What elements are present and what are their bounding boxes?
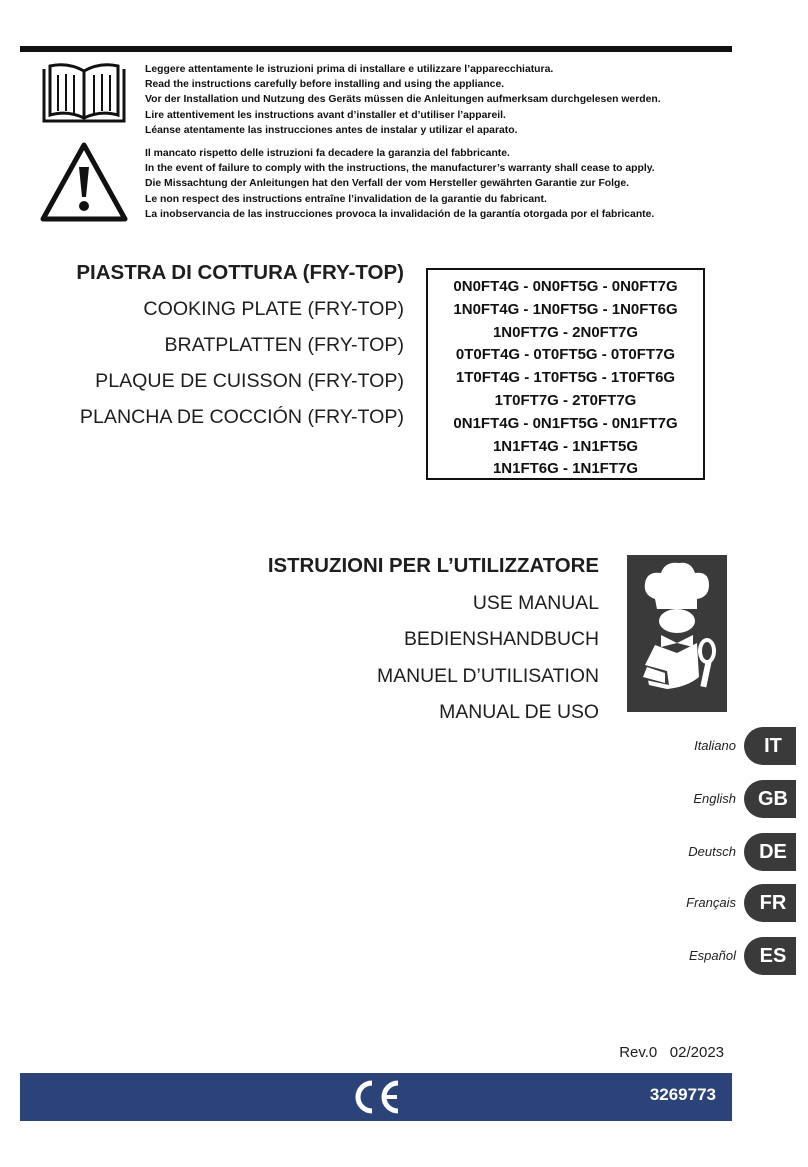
language-name: Deutsch bbox=[688, 844, 736, 859]
chef-icon bbox=[627, 555, 727, 712]
manual-title-de: BEDIENSHANDBUCH bbox=[403, 628, 599, 651]
language-name: English bbox=[693, 791, 736, 806]
chef-icon-box bbox=[627, 555, 727, 712]
language-code-tab[interactable]: ES bbox=[744, 937, 796, 975]
language-code-tab[interactable]: GB bbox=[744, 780, 796, 818]
language-tab-de[interactable] bbox=[576, 833, 796, 871]
product-title-de: BRATPLATTEN (FRY-TOP) bbox=[164, 334, 404, 356]
language-name: Français bbox=[686, 895, 736, 910]
top-rule bbox=[20, 46, 732, 52]
model-line: 1N0FT7G - 2N0FT7G bbox=[492, 323, 639, 341]
manual-title-fr: MANUEL D’UTILISATION bbox=[377, 664, 599, 687]
language-code-tab[interactable]: FR bbox=[744, 884, 796, 922]
model-line: 1N1FT4G - 1N1FT5G bbox=[492, 437, 639, 455]
model-line: 0N0FT4G - 0N0FT5G - 0N0FT7G bbox=[453, 278, 678, 295]
read-instructions-notice bbox=[145, 62, 745, 138]
language-name: Italiano bbox=[694, 738, 736, 753]
notice-line: In the event of failure to comply with the instructions, the manufacturer’s warranty shall cease to apply. bbox=[145, 163, 655, 175]
language-tab-fr[interactable] bbox=[576, 884, 796, 922]
language-tab-gb[interactable] bbox=[576, 780, 796, 818]
language-code-tab[interactable]: DE bbox=[744, 833, 796, 871]
open-book-icon bbox=[40, 63, 128, 125]
warranty-notice bbox=[145, 146, 745, 222]
model-line: 1N1FT6G - 1N1FT7G bbox=[492, 460, 639, 478]
manual-title-it: ISTRUZIONI PER L’UTILIZZATORE bbox=[267, 555, 599, 577]
ce-mark-icon bbox=[350, 1078, 402, 1116]
notice-line: Read the instructions carefully before installing and using the appliance. bbox=[145, 79, 505, 91]
notice-line: Il mancato rispetto delle istruzioni fa decadere la garanzia del fabbricante. bbox=[145, 148, 510, 159]
model-line: 0N1FT4G - 0N1FT5G - 0N1FT7G bbox=[453, 414, 678, 432]
notice-line: Leggere attentamente le istruzioni prima di installare e utilizzare l’apparecchiatura. bbox=[145, 64, 554, 75]
document-code: 3269773 bbox=[649, 1085, 716, 1104]
notice-line: Lire attentivement les instructions avant d’installer et d’utiliser l’appareil. bbox=[145, 109, 506, 121]
notice-line: Vor der Installation und Nutzung des Geräts müssen die Anleitungen aufmerksam durchgelesen werden. bbox=[145, 94, 661, 106]
language-tab-it[interactable] bbox=[576, 727, 796, 765]
model-line: 0T0FT4G - 0T0FT5G - 0T0FT7G bbox=[455, 346, 676, 364]
manual-titles bbox=[268, 548, 599, 731]
product-titles bbox=[76, 255, 404, 435]
notice-line: Le non respect des instructions entraîne l’invalidation de la garantie du fabricant. bbox=[145, 193, 547, 205]
revision-label: Rev.0 02/2023 bbox=[619, 1044, 724, 1061]
product-title-gb: COOKING PLATE (FRY-TOP) bbox=[143, 298, 404, 320]
product-title-fr: PLAQUE DE CUISSON (FRY-TOP) bbox=[95, 370, 404, 392]
notice-line: La inobservancia de las instrucciones provoca la invalidación de la garantía otorgada por el fabricante. bbox=[145, 208, 655, 220]
product-title-es: PLANCHA DE COCCIÓN (FRY-TOP) bbox=[79, 406, 404, 428]
manual-title-es: MANUAL DE USO bbox=[439, 701, 599, 724]
warning-icon bbox=[40, 142, 128, 222]
language-name: Español bbox=[689, 948, 736, 963]
model-line: 1N0FT4G - 1N0FT5G - 1N0FT6G bbox=[453, 300, 678, 318]
notice-line: Léanse atentamente las instrucciones antes de instalar y utilizar el aparato. bbox=[145, 124, 518, 136]
language-tab-es[interactable] bbox=[576, 937, 796, 975]
model-line: 1T0FT4G - 1T0FT5G - 1T0FT6G bbox=[455, 369, 676, 387]
model-line: 1T0FT7G - 2T0FT7G bbox=[494, 391, 637, 409]
product-title-it: PIASTRA DI COTTURA (FRY-TOP) bbox=[76, 261, 404, 284]
model-list-box bbox=[426, 268, 705, 480]
notice-line: Die Missachtung der Anleitungen hat den Verfall der vom Hersteller gewährten Garantie zur Folge. bbox=[145, 178, 630, 190]
manual-title-gb: USE MANUAL bbox=[472, 591, 599, 614]
language-code-tab[interactable]: IT bbox=[744, 727, 796, 765]
